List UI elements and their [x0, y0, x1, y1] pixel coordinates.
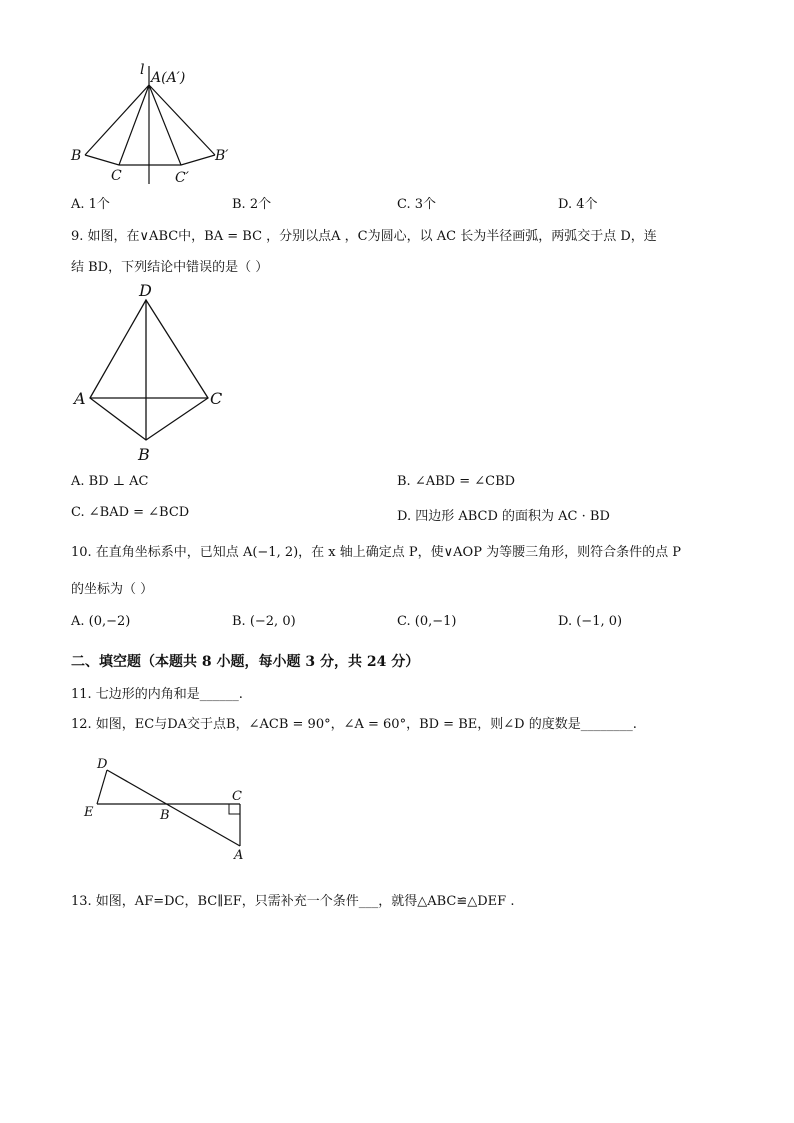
label-E: E [84, 805, 94, 820]
q8-option-c: C. 3个 [397, 197, 437, 212]
label-l: l [140, 62, 145, 78]
label-D: D [139, 281, 152, 300]
label-A-Aprime: A(A′) [151, 70, 186, 86]
q13-text: 13. 如图，AF=DC，BC∥EF，只需补充一个条件___，就得△ABC≌△DEF . [71, 894, 515, 909]
q9-text-line2: 结 BD，下列结论中错误的是（ ） [71, 260, 269, 275]
figure-q9 [68, 280, 238, 468]
label-B: B [138, 445, 150, 464]
q10-option-c: C. (0,−1) [397, 614, 457, 629]
q10-text-line2: 的坐标为（ ） [71, 582, 154, 597]
q9-text-line1: 9. 如图，在∨ABC中，BA = BC ，分别以点A ，C为圆心，以 AC 长为半径画弧，两弧交于点 D，连 [71, 229, 657, 244]
q10-text-line1: 10. 在直角坐标系中，已知点 A(−1, 2)，在 x 轴上确定点 P，使∨AOP 为等腰三角形，则符合条件的点 P [71, 545, 681, 560]
label-C-prime: C′ [175, 170, 189, 186]
q10-option-d: D. (−1, 0) [558, 614, 623, 629]
label-C: C [210, 389, 223, 408]
label-D: D [97, 757, 108, 772]
q9-option-c: C. ∠BAD = ∠BCD [71, 505, 190, 520]
q8-option-d: D. 4个 [558, 197, 598, 212]
label-A: A [234, 848, 244, 863]
label-C: C [111, 168, 122, 184]
q9-option-a: A. BD ⊥ AC [71, 474, 149, 489]
q8-option-b: B. 2个 [232, 197, 272, 212]
label-A: A [74, 389, 86, 408]
q10-option-b: B. (−2, 0) [232, 614, 296, 629]
label-B-prime: B′ [215, 148, 229, 164]
section-2-heading: 二、填空题（本题共 8 小题，每小题 3 分，共 24 分） [71, 654, 420, 670]
q10-option-a: A. (0,−2) [71, 614, 131, 629]
label-C: C [232, 789, 242, 804]
q12-text: 12. 如图，EC与DA交于点B，∠ACB = 90°，∠A = 60°，BD = BE，则∠D 的度数是________. [71, 717, 637, 732]
q9-option-b: B. ∠ABD = ∠CBD [397, 474, 516, 489]
label-B: B [71, 148, 82, 164]
figure-q12 [80, 752, 260, 867]
q8-option-a: A. 1个 [71, 197, 110, 212]
q11-text: 11. 七边形的内角和是______. [71, 687, 243, 702]
label-B: B [160, 808, 170, 823]
figure-q8 [65, 58, 245, 188]
q9-option-d: D. 四边形 ABCD 的面积为 AC · BD [397, 509, 610, 524]
